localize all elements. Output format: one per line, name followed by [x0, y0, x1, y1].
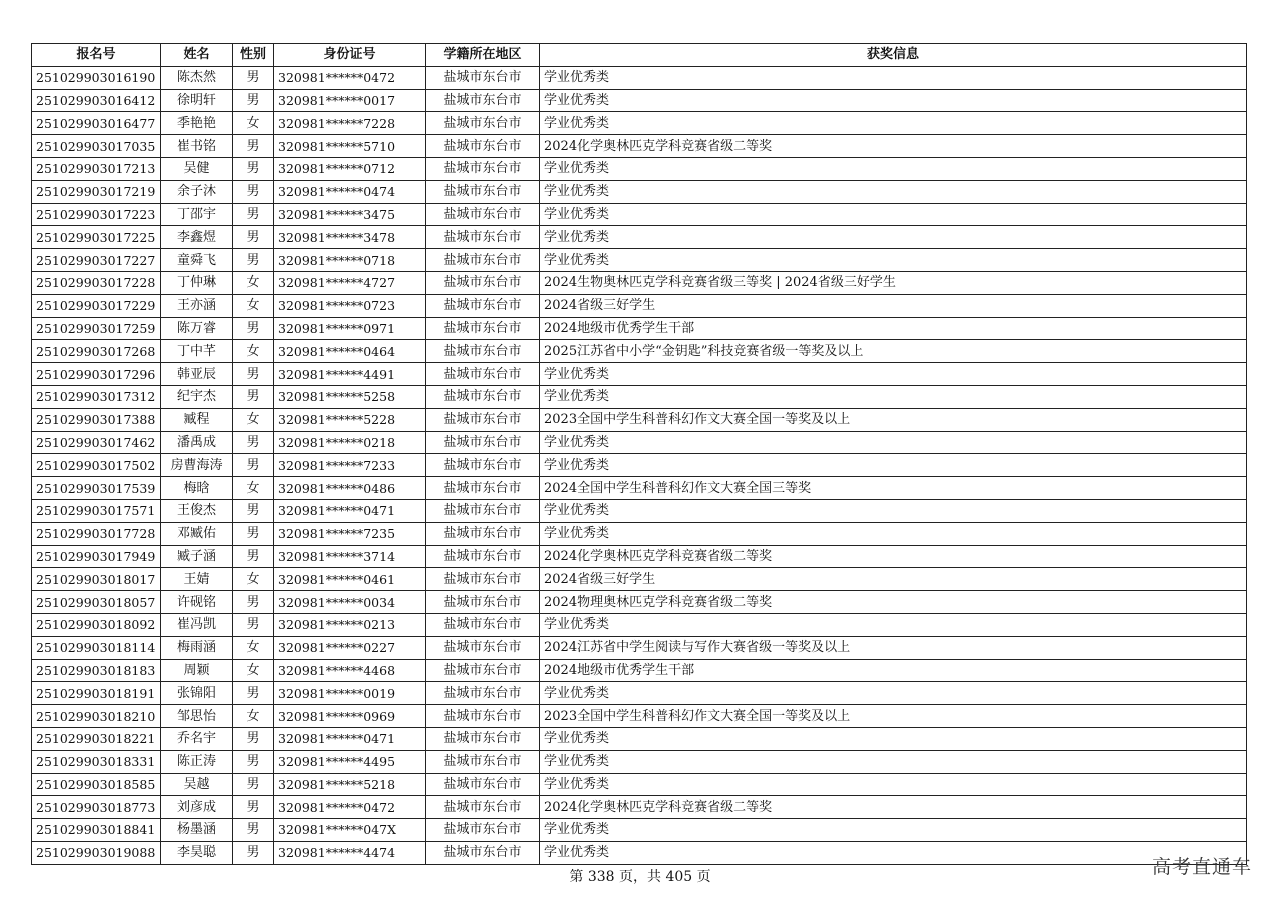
region-cell: 盐城市东台市 [426, 727, 540, 750]
gender-cell: 男 [233, 819, 274, 842]
watermark-text: 高考直通车 [1151, 856, 1252, 878]
award-info-cell: 2023全国中学生科普科幻作文大赛全国一等奖及以上 [540, 408, 1247, 431]
gender-cell: 男 [233, 317, 274, 340]
name-cell: 杨墨涵 [161, 819, 233, 842]
region-cell: 盐城市东台市 [426, 271, 540, 294]
award-info-cell: 学业优秀类 [540, 157, 1247, 180]
id-number-cell: 320981******3478 [274, 226, 426, 249]
table-row [32, 796, 1247, 819]
id-number-cell: 320981******0472 [274, 796, 426, 819]
table-row [32, 180, 1247, 203]
name-cell: 童舜飞 [161, 249, 233, 272]
gender-cell: 男 [233, 249, 274, 272]
name-cell: 刘彦成 [161, 796, 233, 819]
registration-number-cell: 251029903018057 [32, 591, 161, 614]
gender-cell: 男 [233, 750, 274, 773]
gender-cell: 男 [233, 522, 274, 545]
region-cell: 盐城市东台市 [426, 591, 540, 614]
registration-number-cell: 251029903018114 [32, 636, 161, 659]
gender-cell: 女 [233, 705, 274, 728]
header-region: 学籍所在地区 [426, 44, 540, 67]
award-info-cell: 学业优秀类 [540, 385, 1247, 408]
gender-cell: 男 [233, 591, 274, 614]
table-header-row [32, 44, 1247, 67]
region-cell: 盐城市东台市 [426, 249, 540, 272]
registration-number-cell: 251029903018092 [32, 613, 161, 636]
table-row [32, 89, 1247, 112]
id-number-cell: 320981******0461 [274, 568, 426, 591]
table-row [32, 499, 1247, 522]
table-row [32, 317, 1247, 340]
id-number-cell: 320981******0471 [274, 499, 426, 522]
registration-number-cell: 251029903018841 [32, 819, 161, 842]
id-number-cell: 320981******0472 [274, 66, 426, 89]
table-row [32, 819, 1247, 842]
gender-cell: 女 [233, 477, 274, 500]
header-registration-number: 报名号 [32, 44, 161, 67]
id-number-cell: 320981******0019 [274, 682, 426, 705]
name-cell: 纪宇杰 [161, 385, 233, 408]
id-number-cell: 320981******5710 [274, 135, 426, 158]
registration-number-cell: 251029903017213 [32, 157, 161, 180]
name-cell: 崔冯凯 [161, 613, 233, 636]
award-info-cell: 学业优秀类 [540, 89, 1247, 112]
region-cell: 盐城市东台市 [426, 636, 540, 659]
registration-number-cell: 251029903017259 [32, 317, 161, 340]
award-info-cell: 2023全国中学生科普科幻作文大赛全国一等奖及以上 [540, 705, 1247, 728]
region-cell: 盐城市东台市 [426, 317, 540, 340]
region-cell: 盐城市东台市 [426, 522, 540, 545]
id-number-cell: 320981******0017 [274, 89, 426, 112]
gender-cell: 男 [233, 180, 274, 203]
name-cell: 丁邵宇 [161, 203, 233, 226]
name-cell: 张锦阳 [161, 682, 233, 705]
region-cell: 盐城市东台市 [426, 66, 540, 89]
id-number-cell: 320981******0486 [274, 477, 426, 500]
award-info-cell: 学业优秀类 [540, 454, 1247, 477]
page-number: 第 338 页，共 405 页 [569, 869, 711, 885]
registration-number-cell: 251029903017035 [32, 135, 161, 158]
region-cell: 盐城市东台市 [426, 89, 540, 112]
award-info-cell: 2024地级市优秀学生干部 [540, 317, 1247, 340]
region-cell: 盐城市东台市 [426, 841, 540, 864]
region-cell: 盐城市东台市 [426, 773, 540, 796]
table-row [32, 340, 1247, 363]
id-number-cell: 320981******7228 [274, 112, 426, 135]
name-cell: 陈万睿 [161, 317, 233, 340]
award-info-cell: 学业优秀类 [540, 180, 1247, 203]
name-cell: 余子沐 [161, 180, 233, 203]
table-row [32, 249, 1247, 272]
table-row [32, 727, 1247, 750]
name-cell: 韩亚辰 [161, 363, 233, 386]
award-info-cell: 2024江苏省中学生阅读与写作大赛省级一等奖及以上 [540, 636, 1247, 659]
gender-cell: 男 [233, 545, 274, 568]
id-number-cell: 320981******0034 [274, 591, 426, 614]
table-row [32, 636, 1247, 659]
header-name: 姓名 [161, 44, 233, 67]
table-row [32, 841, 1247, 864]
region-cell: 盐城市东台市 [426, 477, 540, 500]
registration-number-cell: 251029903018183 [32, 659, 161, 682]
id-number-cell: 320981******0464 [274, 340, 426, 363]
id-number-cell: 320981******4727 [274, 271, 426, 294]
award-info-cell: 2024化学奥林匹克学科竞赛省级二等奖 [540, 135, 1247, 158]
id-number-cell: 320981******0471 [274, 727, 426, 750]
registration-number-cell: 251029903017312 [32, 385, 161, 408]
name-cell: 陈杰然 [161, 66, 233, 89]
region-cell: 盐城市东台市 [426, 545, 540, 568]
award-info-cell: 学业优秀类 [540, 750, 1247, 773]
name-cell: 王亦涵 [161, 294, 233, 317]
table-row [32, 522, 1247, 545]
region-cell: 盐城市东台市 [426, 157, 540, 180]
region-cell: 盐城市东台市 [426, 226, 540, 249]
registration-number-cell: 251029903017219 [32, 180, 161, 203]
registration-number-cell: 251029903017225 [32, 226, 161, 249]
table-row [32, 66, 1247, 89]
gender-cell: 女 [233, 112, 274, 135]
table-row [32, 659, 1247, 682]
table-row [32, 773, 1247, 796]
registration-number-cell: 251029903018585 [32, 773, 161, 796]
award-info-cell: 2024省级三好学生 [540, 568, 1247, 591]
table-row [32, 385, 1247, 408]
registration-number-cell: 251029903017228 [32, 271, 161, 294]
name-cell: 吴越 [161, 773, 233, 796]
gender-cell: 男 [233, 841, 274, 864]
table-row [32, 568, 1247, 591]
name-cell: 陈正涛 [161, 750, 233, 773]
name-cell: 梅雨涵 [161, 636, 233, 659]
name-cell: 李昊聪 [161, 841, 233, 864]
name-cell: 丁中芊 [161, 340, 233, 363]
table-row [32, 477, 1247, 500]
gender-cell: 女 [233, 294, 274, 317]
awards-table [31, 43, 1247, 865]
region-cell: 盐城市东台市 [426, 431, 540, 454]
name-cell: 王俊杰 [161, 499, 233, 522]
id-number-cell: 320981******0712 [274, 157, 426, 180]
name-cell: 崔书铭 [161, 135, 233, 158]
gender-cell: 男 [233, 363, 274, 386]
registration-number-cell: 251029903016477 [32, 112, 161, 135]
table-row [32, 226, 1247, 249]
registration-number-cell: 251029903017539 [32, 477, 161, 500]
gender-cell: 男 [233, 135, 274, 158]
region-cell: 盐城市东台市 [426, 203, 540, 226]
name-cell: 臧子涵 [161, 545, 233, 568]
gender-cell: 男 [233, 385, 274, 408]
gender-cell: 男 [233, 727, 274, 750]
region-cell: 盐城市东台市 [426, 750, 540, 773]
name-cell: 丁仲琳 [161, 271, 233, 294]
name-cell: 吴健 [161, 157, 233, 180]
registration-number-cell: 251029903017728 [32, 522, 161, 545]
id-number-cell: 320981******047X [274, 819, 426, 842]
region-cell: 盐城市东台市 [426, 294, 540, 317]
registration-number-cell: 251029903017571 [32, 499, 161, 522]
id-number-cell: 320981******0213 [274, 613, 426, 636]
registration-number-cell: 251029903017223 [32, 203, 161, 226]
id-number-cell: 320981******4474 [274, 841, 426, 864]
gender-cell: 男 [233, 499, 274, 522]
award-info-cell: 2024地级市优秀学生干部 [540, 659, 1247, 682]
table-row [32, 682, 1247, 705]
registration-number-cell: 251029903017296 [32, 363, 161, 386]
gender-cell: 女 [233, 340, 274, 363]
id-number-cell: 320981******3475 [274, 203, 426, 226]
award-info-cell: 2024化学奥林匹克学科竞赛省级二等奖 [540, 796, 1247, 819]
registration-number-cell: 251029903018773 [32, 796, 161, 819]
name-cell: 梅晗 [161, 477, 233, 500]
name-cell: 乔名宇 [161, 727, 233, 750]
gender-cell: 男 [233, 796, 274, 819]
name-cell: 潘禹成 [161, 431, 233, 454]
registration-number-cell: 251029903018221 [32, 727, 161, 750]
gender-cell: 女 [233, 271, 274, 294]
table-row [32, 294, 1247, 317]
gender-cell: 男 [233, 682, 274, 705]
gender-cell: 男 [233, 157, 274, 180]
id-number-cell: 320981******4491 [274, 363, 426, 386]
registration-number-cell: 251029903018017 [32, 568, 161, 591]
award-info-cell: 学业优秀类 [540, 249, 1247, 272]
award-info-cell: 学业优秀类 [540, 431, 1247, 454]
id-number-cell: 320981******0971 [274, 317, 426, 340]
table-row [32, 705, 1247, 728]
gender-cell: 女 [233, 568, 274, 591]
gender-cell: 男 [233, 773, 274, 796]
gender-cell: 男 [233, 203, 274, 226]
name-cell: 房曹海涛 [161, 454, 233, 477]
table-row [32, 271, 1247, 294]
gender-cell: 男 [233, 66, 274, 89]
registration-number-cell: 251029903017268 [32, 340, 161, 363]
registration-number-cell: 251029903018210 [32, 705, 161, 728]
award-info-cell: 学业优秀类 [540, 841, 1247, 864]
gender-cell: 男 [233, 89, 274, 112]
id-number-cell: 320981******0227 [274, 636, 426, 659]
gender-cell: 男 [233, 613, 274, 636]
award-info-cell: 2025江苏省中小学“金钥匙”科技竞赛省级一等奖及以上 [540, 340, 1247, 363]
table-row [32, 135, 1247, 158]
region-cell: 盐城市东台市 [426, 682, 540, 705]
award-info-cell: 学业优秀类 [540, 613, 1247, 636]
name-cell: 邹思怡 [161, 705, 233, 728]
name-cell: 王婧 [161, 568, 233, 591]
id-number-cell: 320981******0969 [274, 705, 426, 728]
registration-number-cell: 251029903017462 [32, 431, 161, 454]
award-info-cell: 2024物理奥林匹克学科竞赛省级二等奖 [540, 591, 1247, 614]
registration-number-cell: 251029903017227 [32, 249, 161, 272]
gender-cell: 女 [233, 408, 274, 431]
table-row [32, 112, 1247, 135]
id-number-cell: 320981******0218 [274, 431, 426, 454]
region-cell: 盐城市东台市 [426, 613, 540, 636]
region-cell: 盐城市东台市 [426, 659, 540, 682]
id-number-cell: 320981******7235 [274, 522, 426, 545]
award-info-cell: 学业优秀类 [540, 226, 1247, 249]
name-cell: 周颖 [161, 659, 233, 682]
id-number-cell: 320981******0718 [274, 249, 426, 272]
table-row [32, 431, 1247, 454]
id-number-cell: 320981******5218 [274, 773, 426, 796]
region-cell: 盐城市东台市 [426, 796, 540, 819]
region-cell: 盐城市东台市 [426, 180, 540, 203]
table-row [32, 454, 1247, 477]
region-cell: 盐城市东台市 [426, 340, 540, 363]
award-info-cell: 2024化学奥林匹克学科竞赛省级二等奖 [540, 545, 1247, 568]
region-cell: 盐城市东台市 [426, 705, 540, 728]
id-number-cell: 320981******5258 [274, 385, 426, 408]
id-number-cell: 320981******7233 [274, 454, 426, 477]
award-info-cell: 学业优秀类 [540, 522, 1247, 545]
registration-number-cell: 251029903018331 [32, 750, 161, 773]
id-number-cell: 320981******4495 [274, 750, 426, 773]
region-cell: 盐城市东台市 [426, 363, 540, 386]
table-row [32, 750, 1247, 773]
gender-cell: 女 [233, 659, 274, 682]
table-row [32, 408, 1247, 431]
table-row [32, 363, 1247, 386]
region-cell: 盐城市东台市 [426, 499, 540, 522]
registration-number-cell: 251029903019088 [32, 841, 161, 864]
award-info-cell: 学业优秀类 [540, 363, 1247, 386]
name-cell: 李鑫煜 [161, 226, 233, 249]
region-cell: 盐城市东台市 [426, 454, 540, 477]
name-cell: 季艳艳 [161, 112, 233, 135]
gender-cell: 男 [233, 454, 274, 477]
table-row [32, 591, 1247, 614]
region-cell: 盐城市东台市 [426, 135, 540, 158]
gender-cell: 男 [233, 431, 274, 454]
header-gender: 性别 [233, 44, 274, 67]
award-info-cell: 学业优秀类 [540, 727, 1247, 750]
registration-number-cell: 251029903017229 [32, 294, 161, 317]
award-info-cell: 学业优秀类 [540, 66, 1247, 89]
gender-cell: 女 [233, 636, 274, 659]
region-cell: 盐城市东台市 [426, 819, 540, 842]
id-number-cell: 320981******0474 [274, 180, 426, 203]
header-id-number: 身份证号 [274, 44, 426, 67]
registration-number-cell: 251029903018191 [32, 682, 161, 705]
registration-number-cell: 251029903017388 [32, 408, 161, 431]
table-row [32, 545, 1247, 568]
id-number-cell: 320981******3714 [274, 545, 426, 568]
award-info-cell: 学业优秀类 [540, 203, 1247, 226]
award-info-cell: 学业优秀类 [540, 819, 1247, 842]
region-cell: 盐城市东台市 [426, 385, 540, 408]
name-cell: 邓臧佑 [161, 522, 233, 545]
region-cell: 盐城市东台市 [426, 568, 540, 591]
award-info-cell: 学业优秀类 [540, 499, 1247, 522]
award-info-cell: 学业优秀类 [540, 682, 1247, 705]
registration-number-cell: 251029903017949 [32, 545, 161, 568]
award-info-cell: 2024省级三好学生 [540, 294, 1247, 317]
award-info-cell: 学业优秀类 [540, 773, 1247, 796]
id-number-cell: 320981******5228 [274, 408, 426, 431]
award-info-cell: 学业优秀类 [540, 112, 1247, 135]
registration-number-cell: 251029903016412 [32, 89, 161, 112]
id-number-cell: 320981******0723 [274, 294, 426, 317]
name-cell: 徐明轩 [161, 89, 233, 112]
gender-cell: 男 [233, 226, 274, 249]
registration-number-cell: 251029903016190 [32, 66, 161, 89]
id-number-cell: 320981******4468 [274, 659, 426, 682]
region-cell: 盐城市东台市 [426, 112, 540, 135]
name-cell: 臧程 [161, 408, 233, 431]
table-row [32, 203, 1247, 226]
registration-number-cell: 251029903017502 [32, 454, 161, 477]
name-cell: 许砚铭 [161, 591, 233, 614]
table-body [32, 66, 1247, 864]
award-info-cell: 2024生物奥林匹克学科竞赛省级三等奖 | 2024省级三好学生 [540, 271, 1247, 294]
award-info-cell: 2024全国中学生科普科幻作文大赛全国三等奖 [540, 477, 1247, 500]
region-cell: 盐城市东台市 [426, 408, 540, 431]
header-award-info: 获奖信息 [540, 44, 1247, 67]
table-row [32, 613, 1247, 636]
table-row [32, 157, 1247, 180]
